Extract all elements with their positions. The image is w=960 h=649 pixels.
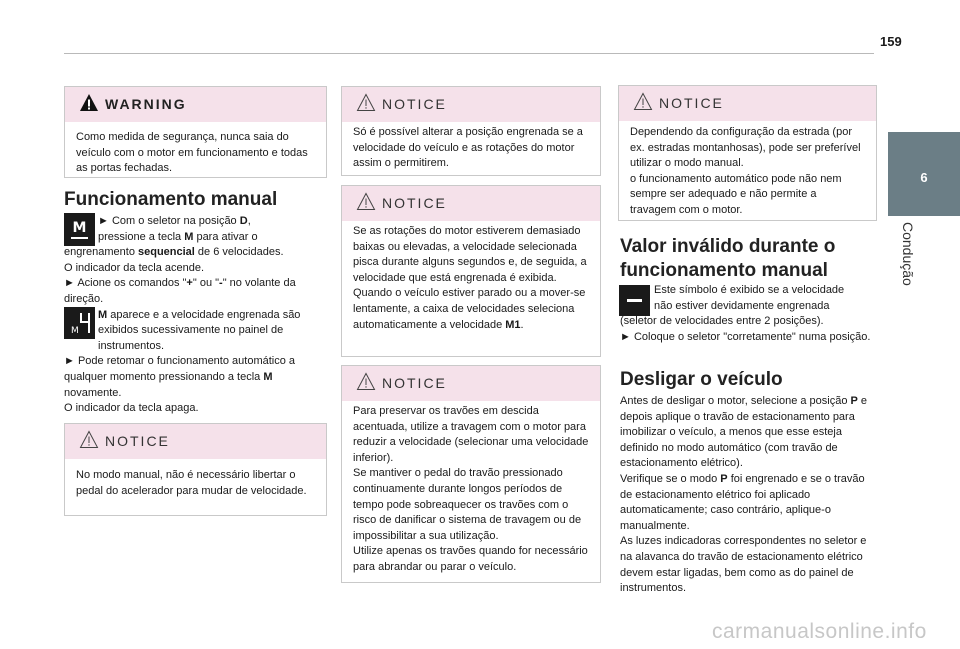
warning-title: WARNING [105, 96, 187, 112]
warning-text: Como medida de segurança, nunca saia do veículo com o motor em funcionamento e todas as portas fechadas. [76, 131, 308, 175]
svg-text:M: M [71, 326, 79, 336]
shutdown-text: foi engrenado e se o travão de estacionamento elétrico foi aplicado automaticamente; caso contrário, aplique-o manualmente. [620, 472, 865, 532]
shutdown-text: e depois aplique o travão de estacionamento para imobilizar o veículo, a menos que esse esteja definido no modo automático (com travão de estacionamento elétrico). [620, 395, 868, 470]
manual-text: O indicador da tecla acende. [64, 261, 205, 274]
manual-text: exibidos sucessivamente no painel de instrumentos. [98, 324, 284, 352]
shutdown-bold: P [850, 395, 858, 407]
shutdown-heading: Desligar o veículo [620, 369, 783, 390]
notice-text: Se mantiver o pedal do travão pressionado continuamente durante longos períodos de tempo pode sobreaquecer os travões com o risco de danificar o sistema de travagem ou de impossibilitar a sua utilização. [353, 467, 582, 542]
manual-text: aparece e a velocidade engrenada são [107, 308, 301, 321]
notice-box-1 [64, 423, 327, 516]
shutdown-text: Verifique se o modo [620, 472, 721, 485]
gear-display-icon [64, 307, 95, 339]
notice-text: . [520, 318, 524, 331]
invalid-text: ► Coloque o seletor "corretamente" numa posição. [620, 330, 871, 343]
notice-body [342, 401, 600, 584]
manual-text: " no volante da direção. [64, 277, 296, 305]
notice-box-3 [341, 185, 601, 357]
invalid-heading-line: Valor inválido durante o [620, 236, 836, 257]
manual-text: , [247, 215, 251, 227]
notice-title: NOTICE [382, 195, 447, 211]
invalid-heading-line: funcionamento manual [620, 260, 828, 281]
manual-text: O indicador da tecla apaga. [64, 402, 199, 415]
shutdown-text: Antes de desligar o motor, selecione a posição [620, 395, 851, 407]
notice-triangle-icon [356, 93, 376, 112]
shutdown-bold: P [720, 472, 728, 485]
manual-text: de 6 velocidades. [194, 246, 284, 259]
page-number: 159 [880, 34, 902, 49]
notice-triangle-icon [633, 92, 653, 111]
notice-text: Utilize apenas os travões quando for necessário para abrandar ou parar o veículo. [353, 545, 588, 573]
manual-bold: M [263, 370, 273, 383]
shutdown-text: As luzes indicadoras correspondentes no seletor e na alavanca do travão de estacionamento elétrico devem estar ligadas, bem como as do painel de instrumentos. [620, 535, 867, 595]
manual-heading: Funcionamento manual [64, 189, 278, 210]
notice-box-2 [341, 86, 601, 176]
notice-triangle-icon [356, 372, 376, 391]
notice-text: Dependendo da configuração da estrada (por ex. estradas montanhosas), pode ser preferível utilizar o modo manual. [630, 126, 861, 170]
invalid-heading [620, 235, 835, 283]
notice-text: No modo manual, não é necessário libertar o pedal do acelerador para mudar de velocidade. [76, 469, 307, 497]
notice-title: NOTICE [382, 375, 447, 391]
manual-text: " ou " [192, 277, 220, 290]
chapter-label: Condução [900, 222, 916, 286]
notice-bold: M1 [505, 318, 521, 331]
manual-bold: - [219, 277, 223, 290]
shutdown-paragraphs [620, 394, 875, 597]
notice-triangle-icon [356, 192, 376, 211]
chapter-number: 6 [920, 170, 928, 185]
notice-title: NOTICE [105, 433, 170, 449]
warning-box [64, 86, 327, 178]
invalid-text: (seletor de velocidades entre 2 posições). [620, 315, 824, 328]
invalid-paragraphs [620, 283, 875, 345]
invalid-text: não estiver devidamente engrenada [654, 299, 830, 312]
manual-paragraphs [64, 214, 326, 417]
invalid-text: Este símbolo é exibido se a velocidade [654, 284, 845, 296]
manual-bold: M [184, 230, 194, 243]
watermark: carmanualsonline.info [712, 620, 927, 643]
notice-text: Só é possível alterar a posição engrenada se a velocidade do veículo e as rotações do motor assim o permitirem. [353, 126, 583, 170]
manual-text: ► Pode retomar o funcionamento automático a qualquer momento pressionando a tecla [64, 355, 296, 383]
notice-text: Para preservar os travões em descida acentuada, utilize a travagem com o motor para reduzir a velocidade (selecionar uma velocidade inferior). [353, 405, 589, 464]
svg-text:M: M [72, 220, 87, 236]
manual-text: engrenamento [64, 246, 138, 259]
manual-bold: M [98, 308, 108, 321]
notice-triangle-icon [79, 430, 99, 449]
manual-bold: + [186, 277, 193, 290]
notice-body [619, 121, 876, 227]
manual-text: ► Acione os comandos " [64, 277, 187, 290]
warning-triangle-icon [79, 93, 99, 112]
notice-title: NOTICE [382, 96, 447, 112]
notice-text: o funcionamento automático pode não nem sempre ser adequado e não permite a travagem com o motor. [630, 172, 842, 216]
manual-bold: sequencial [138, 246, 195, 259]
chapter-tab[interactable] [888, 132, 960, 216]
manual-text: pressione a tecla [98, 230, 185, 243]
notice-box-4 [341, 365, 601, 583]
manual-text: ► Com o seletor na posição [98, 215, 240, 227]
notice-title: NOTICE [659, 95, 724, 111]
manual-text: para ativar o [193, 230, 258, 243]
notice-box-5 [618, 85, 877, 221]
notice-body [342, 221, 600, 341]
manual-bold: D [239, 215, 248, 227]
notice-text: Se as rotações do motor estiverem demasiado baixas ou elevadas, a velocidade selecionada pisca durante alguns segundos e, de seguida, a velocidade que está engrenada é exibida. [353, 225, 587, 284]
manual-text: novamente. [64, 386, 122, 399]
header-divider [64, 53, 874, 54]
notice-text: Quando o veículo estiver parado ou a mover-se lentamente, a caixa de velocidades seleciona automaticamente a velocidade [353, 287, 586, 331]
